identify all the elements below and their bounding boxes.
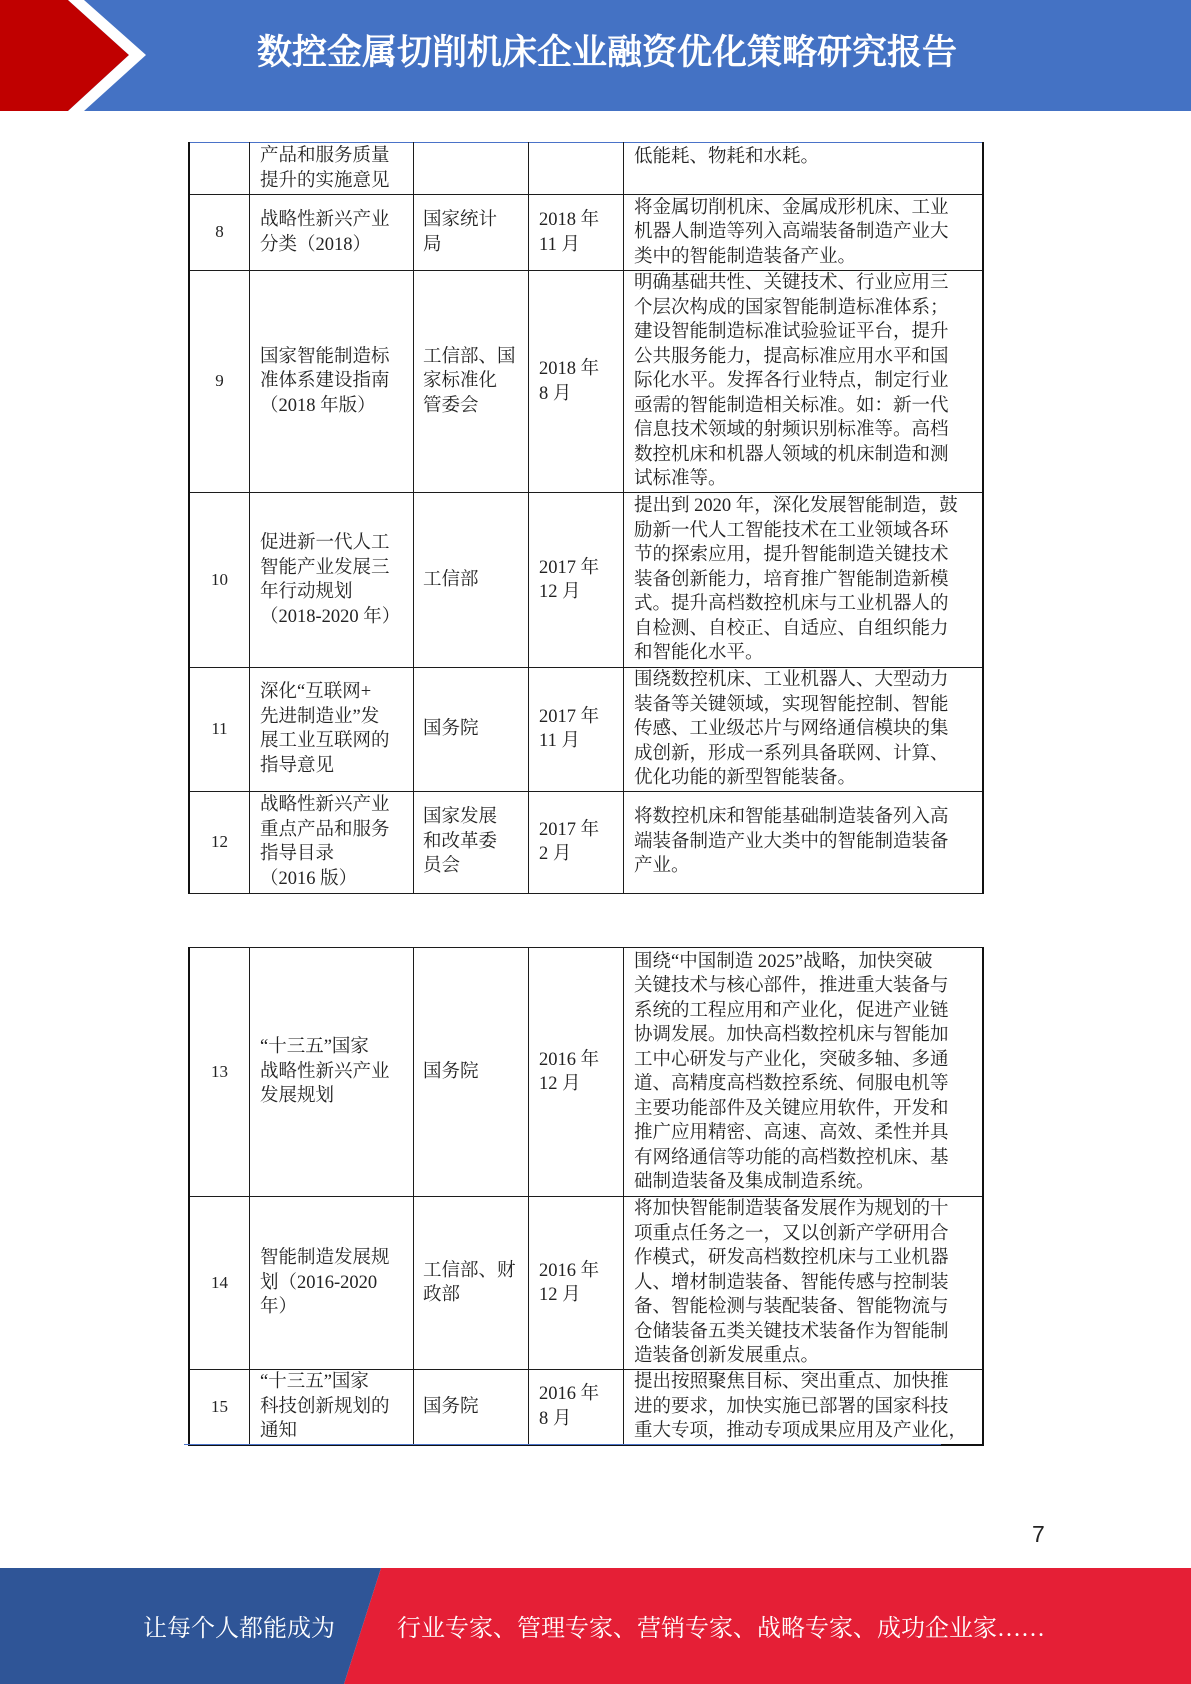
cell-line: 围绕“中国制造 2025”战略，加快突破 (634, 951, 933, 972)
cell-line: 12 月 (539, 1074, 581, 1094)
cell-line: 2018 年 (539, 359, 600, 379)
issuer-cell (414, 791, 529, 893)
cell-line: 传感、工业级芯片与网络通信模块的集 (634, 719, 949, 739)
table-row (189, 1370, 983, 1445)
content-cell (624, 271, 984, 493)
page-number: 7 (1032, 1521, 1045, 1547)
cell-line: 装备创新能力，培育推广智能制造新模 (634, 569, 949, 590)
cell-line: 工信部 (423, 569, 479, 590)
cell-line: 科技创新规划的 (260, 1396, 390, 1417)
cell-line: 际化水平。发挥各行业特点，制定行业 (634, 371, 949, 392)
cell-line: 项重点任务之一，又以创新产学研用合 (634, 1223, 949, 1244)
cell-line: 年行动规划 (260, 582, 353, 602)
cell-line: 重大专项，推动专项成果应用及产业化， (634, 1421, 968, 1441)
cell-line: 和改革委 (423, 831, 498, 852)
cell-line: 和智能化水平。 (634, 643, 764, 664)
table-row (189, 668, 983, 792)
content-cell (624, 1197, 984, 1370)
cell-line: （2018-2020 年） (260, 606, 401, 627)
cell-line: 深化“互联网+ (260, 682, 372, 703)
row-number: 15 (189, 1370, 250, 1445)
cell-line: 协调发展。加快高档数控机床与智能加 (634, 1025, 949, 1045)
cell-line: 8 月 (539, 1408, 572, 1429)
cell-line: 将加快智能制造装备发展作为规划的十 (634, 1199, 949, 1220)
cell-line: 准体系建设指南 (260, 371, 390, 392)
issuer-cell (414, 668, 529, 792)
cell-line: 展工业互联网的 (260, 731, 390, 752)
policy-name-cell (250, 791, 414, 893)
cell-line: 11 月 (539, 731, 580, 752)
cell-line: 国务院 (423, 719, 479, 739)
cell-line: 智能制造发展规 (260, 1248, 390, 1269)
cell-line: 成创新，形成一系列具备联网、计算、 (634, 743, 949, 764)
cell-line: 产品和服务质量 (260, 146, 390, 166)
cell-line: 工信部、财 (423, 1260, 516, 1281)
row-number: 12 (189, 791, 250, 893)
policy-name-cell (250, 1370, 414, 1445)
cell-line: 指导意见 (260, 755, 335, 776)
policy-table-part-1 (188, 142, 984, 894)
cell-line: 战略性新兴产业 (260, 1061, 390, 1082)
cell-line: 进的要求，加快实施已部署的国家科技 (634, 1396, 949, 1417)
row-number: 14 (189, 1197, 250, 1370)
row-number (189, 143, 250, 195)
date-cell (529, 493, 624, 668)
cell-line: 员会 (423, 856, 461, 877)
cell-line: 战略性新兴产业 (260, 795, 390, 815)
date-cell (529, 668, 624, 792)
cell-line: 明确基础共性、关键技术、行业应用三 (634, 273, 949, 294)
table-row (189, 493, 983, 668)
cell-line: 公共服务能力，提高标准应用水平和国 (634, 346, 949, 367)
cell-line: 装备等关键领域，实现智能控制、智能 (634, 694, 949, 715)
content-cell (624, 668, 984, 792)
content-cell (624, 791, 984, 893)
row-number: 10 (189, 493, 250, 668)
cell-line: 节的探索应用，提升智能制造关键技术 (634, 545, 949, 566)
cell-line: 将数控机床和智能基础制造装备列入高 (634, 807, 949, 828)
policy-name-cell (250, 948, 414, 1197)
cell-line: （2018 年版） (260, 395, 376, 416)
cell-line: 先进制造业”发 (260, 706, 380, 727)
red-chevron-decoration (0, 0, 160, 111)
issuer-cell (414, 271, 529, 493)
row-number: 9 (189, 271, 250, 493)
cell-line: 通知 (260, 1421, 298, 1441)
content-cell (624, 195, 984, 271)
date-cell (529, 1370, 624, 1445)
cell-line: 仓储装备五类关键技术装备作为智能制 (634, 1321, 949, 1342)
table-row (189, 195, 983, 271)
cell-line: 础制造装备及集成制造系统。 (634, 1172, 875, 1192)
date-cell (529, 271, 624, 493)
cell-line: 2017 年 (539, 706, 600, 727)
cell-line: 划（2016-2020 (260, 1272, 378, 1293)
date-cell (529, 195, 624, 271)
cell-line: 智能产业发展三 (260, 557, 390, 578)
cell-line: 促进新一代人工 (260, 533, 390, 553)
cell-line: 提出按照聚焦目标、突出重点、加快推 (634, 1372, 949, 1392)
cell-line: 有网络通信等功能的高档数控机床、基 (634, 1147, 949, 1168)
cell-line: 数控机床和机器人领域的机床制造和测 (634, 444, 949, 465)
issuer-cell (414, 1197, 529, 1370)
cell-line: 战略性新兴产业 (260, 210, 390, 230)
cell-line: 8 月 (539, 383, 572, 404)
content-cell (624, 493, 984, 668)
cell-line: 推广应用精密、高速、高效、柔性并具 (634, 1123, 949, 1143)
content-cell (624, 143, 984, 195)
cell-line: 2018 年 (539, 210, 600, 230)
footer-slogan-lead: 让每个人都能成为 (143, 1616, 335, 1642)
cell-line: 端装备制造产业大类中的智能制造装备 (634, 831, 949, 852)
cell-line: “十三五”国家 (260, 1372, 369, 1392)
issuer-cell (414, 195, 529, 271)
cell-line: 关键技术与核心部件，推进重大装备与 (634, 976, 949, 996)
cell-line: 提出到 2020 年，深化发展智能制造，鼓 (634, 496, 958, 517)
cell-line: 年） (260, 1297, 298, 1318)
cell-line: 产业。 (634, 856, 690, 877)
cell-line: 提升的实施意见 (260, 170, 390, 191)
date-cell (529, 1197, 624, 1370)
cell-line: 11 月 (539, 234, 580, 255)
cell-line: 亟需的智能制造相关标准。如：新一代 (634, 395, 949, 416)
issuer-cell (414, 493, 529, 668)
cell-line: 发展规划 (260, 1086, 335, 1107)
cell-line: 信息技术领域的射频识别标准等。高档 (634, 420, 949, 441)
cell-line: 局 (423, 234, 442, 255)
cell-line: 人、增材制造装备、智能传感与控制装 (634, 1272, 949, 1293)
content-cell (624, 1370, 984, 1445)
cell-line: 国务院 (423, 1061, 479, 1082)
cell-line: 建设智能制造标准试验验证平台，提升 (634, 322, 949, 343)
table-row (189, 1197, 983, 1370)
cell-line: 围绕数控机床、工业机器人、大型动力 (634, 670, 949, 690)
cell-line: 指导目录 (260, 844, 335, 864)
cell-line: 重点产品和服务 (260, 819, 390, 840)
cell-line: 作模式，研发高档数控机床与工业机器 (634, 1248, 949, 1269)
policy-table-part-2 (188, 947, 984, 1446)
table-row (189, 791, 983, 893)
cell-line: 2017 年 (539, 819, 600, 840)
policy-name-cell (250, 493, 414, 668)
cell-line: 造装备创新发展重点。 (634, 1346, 820, 1367)
issuer-cell (414, 1370, 529, 1445)
policy-name-cell (250, 1197, 414, 1370)
cell-line: 12 月 (539, 582, 581, 602)
cell-line: 12 月 (539, 1285, 581, 1305)
row-number: 13 (189, 948, 250, 1197)
cell-line: 国务院 (423, 1396, 479, 1417)
policy-name-cell (250, 143, 414, 195)
date-cell (529, 143, 624, 195)
table-row (189, 143, 983, 195)
cell-line: “十三五”国家 (260, 1037, 369, 1058)
cell-line: 工信部、国 (423, 346, 516, 367)
footer-slogan-roles: 行业专家、管理专家、营销专家、战略专家、成功企业家…… (397, 1616, 1045, 1642)
cell-line: 个层次构成的国家智能制造标准体系； (634, 297, 949, 318)
cell-line: 2 月 (539, 844, 572, 864)
table-row (189, 271, 983, 493)
cell-line: 工中心研发与产业化，突破多轴、多通 (634, 1049, 949, 1070)
report-title: 数控金属切削机床企业融资优化策略研究报告 (256, 33, 957, 72)
cell-line: 政部 (423, 1285, 461, 1305)
cell-line: 将金属切削机床、金属成形机床、工业 (634, 197, 949, 218)
row-number: 11 (189, 668, 250, 792)
cell-line: 备、智能检测与装配装备、智能物流与 (634, 1297, 949, 1318)
cell-line: 优化功能的新型智能装备。 (634, 768, 857, 788)
cell-line: 2016 年 (539, 1260, 600, 1281)
date-cell (529, 948, 624, 1197)
issuer-cell (414, 143, 529, 195)
cell-line: 2016 年 (539, 1049, 600, 1070)
policy-name-cell (250, 195, 414, 271)
cell-line: 自检测、自校正、自适应、自组织能力 (634, 618, 949, 639)
cell-line: 2016 年 (539, 1384, 600, 1405)
cell-line: 式。提升高档数控机床与工业机器人的 (634, 594, 949, 615)
cell-line: （2016 版） (260, 868, 358, 889)
cell-line: 系统的工程应用和产业化，促进产业链 (634, 1000, 949, 1021)
policy-name-cell (250, 271, 414, 493)
cell-line: 类中的智能制造装备产业。 (634, 246, 857, 267)
cell-line: 家标准化 (423, 371, 498, 392)
cell-line: 励新一代人工智能技术在工业领域各环 (634, 520, 949, 541)
cell-line: 主要功能部件及关键应用软件，开发和 (634, 1098, 949, 1119)
issuer-cell (414, 948, 529, 1197)
table-bottom-rule (184, 1444, 941, 1445)
cell-line: 国家统计 (423, 210, 498, 230)
cell-line: 国家智能制造标 (260, 346, 390, 367)
content-cell (624, 948, 984, 1197)
cell-line: 管委会 (423, 395, 479, 416)
cell-line: 试标准等。 (634, 469, 727, 490)
cell-line: 道、高精度高档数控系统、伺服电机等 (634, 1074, 949, 1094)
policy-name-cell (250, 668, 414, 792)
cell-line: 低能耗、物耗和水耗。 (634, 147, 820, 167)
cell-line: 分类（2018） (260, 234, 372, 255)
cell-line: 国家发展 (423, 807, 498, 828)
cell-line: 机器人制造等列入高端装备制造产业大 (634, 222, 949, 243)
row-number: 8 (189, 195, 250, 271)
table-row (189, 948, 983, 1197)
cell-line: 2017 年 (539, 557, 600, 578)
report-header (0, 0, 1191, 111)
footer-banner (0, 1568, 1191, 1684)
date-cell (529, 791, 624, 893)
